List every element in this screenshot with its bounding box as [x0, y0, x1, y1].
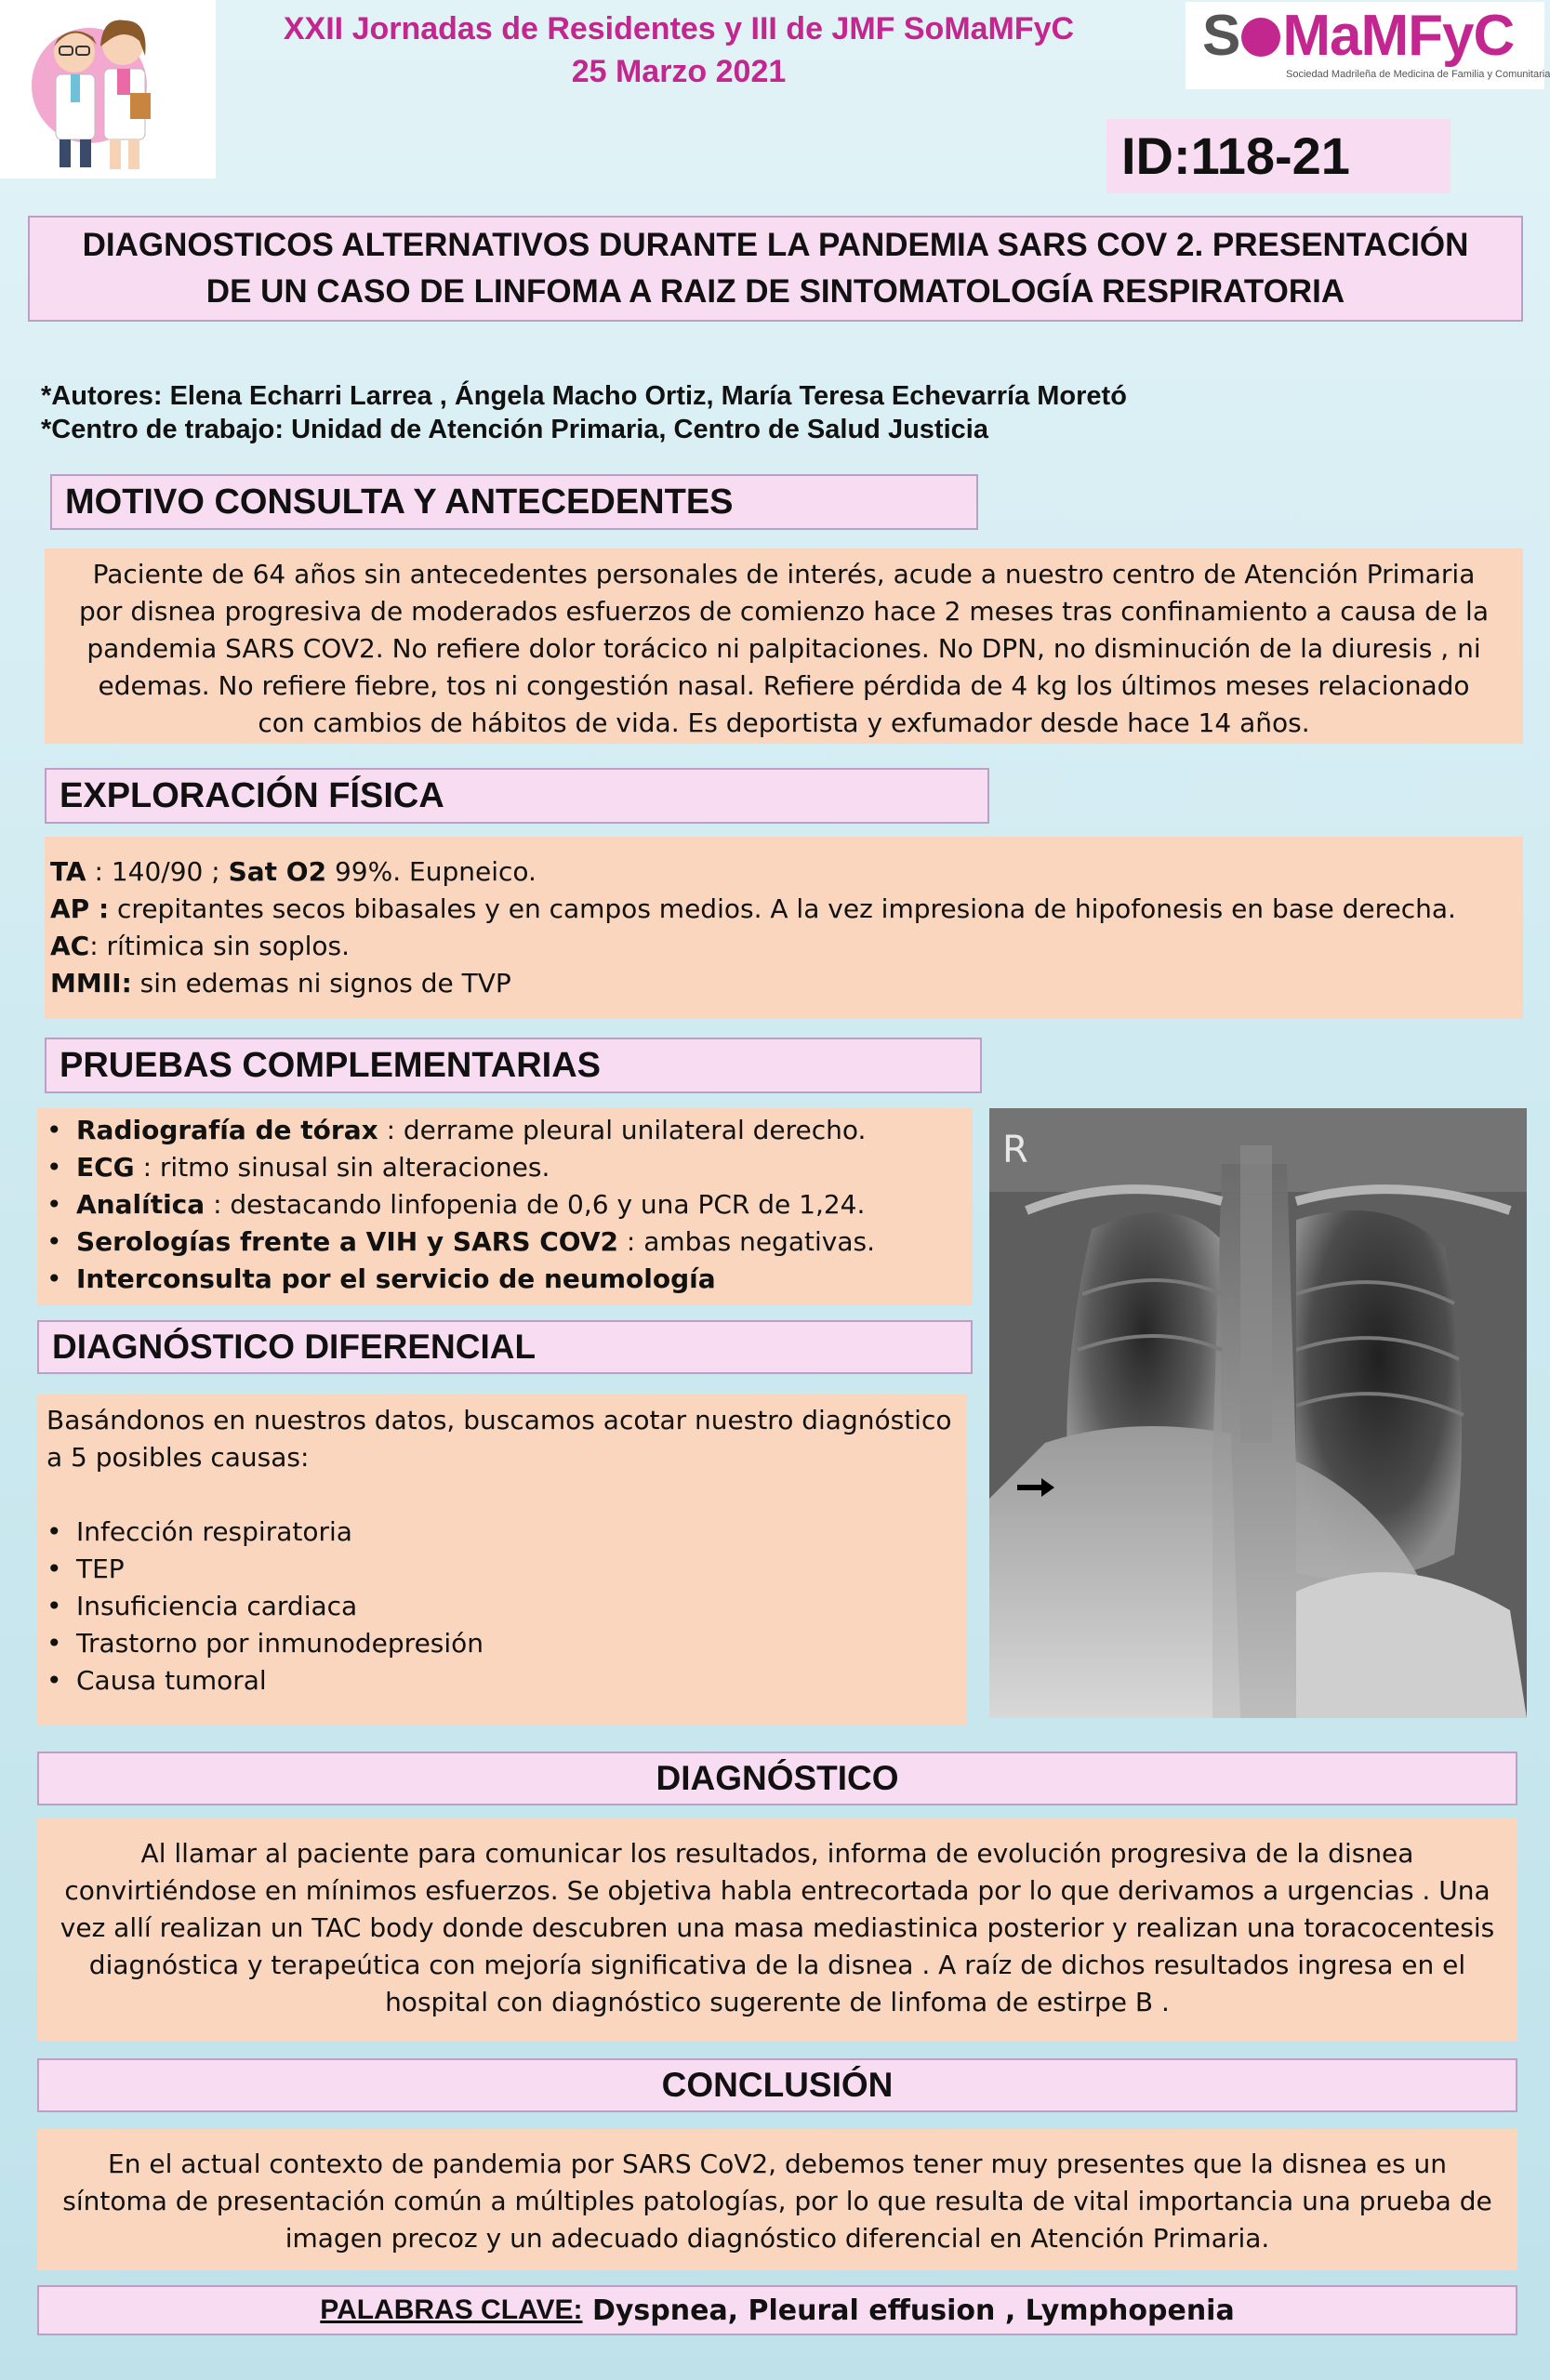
logo-o-icon: [1241, 18, 1280, 57]
somamfyc-logo: [1186, 2, 1550, 89]
workplace-line: *Centro de trabajo: Unidad de Atención Primaria, Centro de Salud Justicia: [41, 415, 988, 444]
logo-letters: MaMFyC: [1282, 4, 1515, 68]
diferencial-item: • Infección respiratoria: [41, 1514, 958, 1551]
poster-title: [28, 216, 1523, 322]
authors-line: *Autores: Elena Echarri Larrea , Ángela Macho Ortiz, María Teresa Echevarría Moretó: [41, 381, 1127, 411]
exploracion-panel: [45, 837, 1523, 1019]
xray-marker: R: [1002, 1129, 1028, 1171]
diferencial-item: • Insuficiencia cardiaca: [41, 1588, 958, 1625]
exploracion-ac: AC: rítimica sin soplos.: [50, 931, 351, 961]
event-date: 25 Marzo 2021: [571, 54, 787, 89]
pruebas-item: • Analítica : destacando linfopenia de 0,6 y una PCR de 1,24.: [41, 1186, 969, 1223]
diferencial-heading: DIAGNÓSTICO DIFERENCIAL: [37, 1320, 973, 1374]
diagnostico-text: Al llamar al paciente para comunicar los resultados, informa de evolución progresiva de la disnea convirtiéndose en mínimos esfuerzos. Se objetiva habla entrecortada por lo que derivamos a urgencias . Una vez allí realizan un TAC body donde descubren una masa mediastinica posterior y realizan una toracocentesis diagnóstica y terapeútica con mejoría significativa de la disnea . A raíz de dichos resultados ingresa en el hospital con diagnóstico sugerente de linfoma de estirpe B .: [60, 1838, 1495, 2017]
conclusion-text: En el actual contexto de pandemia por SARS CoV2, debemos tener muy presentes que la disnea es un síntoma de presentación común a múltiples patologías, por lo que resulta de vital importancia una prueba de imagen precoz y un adecuado diagnóstico diferencial en Atención Primaria.: [62, 2149, 1492, 2254]
diferencial-panel: [37, 1395, 967, 1726]
authors: [41, 379, 1510, 446]
diagnostico-heading: DIAGNÓSTICO: [37, 1752, 1517, 1805]
poster-id: ID:118-21: [1106, 119, 1451, 193]
logo-subtitle: Sociedad Madrileña de Medicina de Familia y Comunitaria: [1286, 69, 1550, 80]
motivo-panel: [45, 549, 1523, 744]
pruebas-item: • Radiografía de tórax : derrame pleural unilateral derecho.: [41, 1112, 969, 1149]
motivo-text: Paciente de 64 años sin antecedentes personales de interés, acude a nuestro centro de Atención Primaria por disnea progresiva de moderados esfuerzos de comienzo hace 2 meses tras confinamiento a causa de la pandemia SARS COV2. No refiere dolor torácico ni palpitaciones. No DPN, no disminución de la diuresis , ni edemas. No refiere fiebre, tos ni congestión nasal. Refiere pérdida de 4 kg los últimos meses relacionado con cambios de hábitos de vida. Es deportista y exfumador desde hace 14 años.: [79, 559, 1489, 738]
diferencial-item: • Trastorno por inmunodepresión: [41, 1625, 958, 1662]
mascot-panel: [0, 0, 216, 178]
conclusion-heading: CONCLUSIÓN: [37, 2058, 1517, 2112]
motivo-heading: MOTIVO CONSULTA Y ANTECEDENTES: [50, 474, 978, 530]
diferencial-item: • Causa tumoral: [41, 1662, 958, 1699]
pruebas-item: • ECG : ritmo sinusal sin alteraciones.: [41, 1149, 969, 1186]
pruebas-heading: PRUEBAS COMPLEMENTARIAS: [45, 1038, 982, 1093]
diagnostico-panel: [37, 1818, 1517, 2042]
poster-title-text: DIAGNOSTICOS ALTERNATIVOS DURANTE LA PANDEMIA SARS COV 2. PRESENTACIÓN DE UN CASO DE LINFOMA A RAIZ DE SINTOMATOLOGÍA RESPIRATORIA: [82, 227, 1469, 310]
logo-letter-s: S: [1202, 4, 1240, 68]
exploracion-ap: AP : crepitantes secos bibasales y en campos medios. A la vez impresiona de hipofonesis en base derecha.: [50, 893, 1456, 924]
exploracion-ta: TA : 140/90 ; Sat O2 99%. Eupneico.: [50, 856, 537, 887]
event-title: [223, 7, 1134, 93]
keywords-bar: [37, 2285, 1517, 2335]
pruebas-item: • Interconsulta por el servicio de neumología: [41, 1261, 969, 1298]
exploracion-mmii: MMII: sin edemas ni signos de TVP: [50, 968, 511, 998]
exploracion-heading: EXPLORACIÓN FÍSICA: [45, 768, 989, 824]
keywords-values: Dyspnea, Pleural effusion , Lymphopenia: [582, 2294, 1235, 2327]
diferencial-item: • TEP: [41, 1551, 958, 1588]
xray-illustration: [989, 1108, 1527, 1718]
diferencial-intro: Basándonos en nuestros datos, buscamos acotar nuestro diagnóstico a 5 posibles causas:: [46, 1405, 952, 1473]
event-name: XXII Jornadas de Residentes y III de JMF SoMaMFyC: [283, 11, 1075, 46]
pruebas-item: • Serologías frente a VIH y SARS COV2 : ambas negativas.: [41, 1223, 969, 1261]
pruebas-panel: [37, 1108, 973, 1305]
chest-xray-image: [989, 1108, 1527, 1718]
doctors-illustration: [0, 0, 216, 178]
keywords-label: PALABRAS CLAVE:: [320, 2294, 583, 2325]
conclusion-panel: [37, 2129, 1517, 2270]
